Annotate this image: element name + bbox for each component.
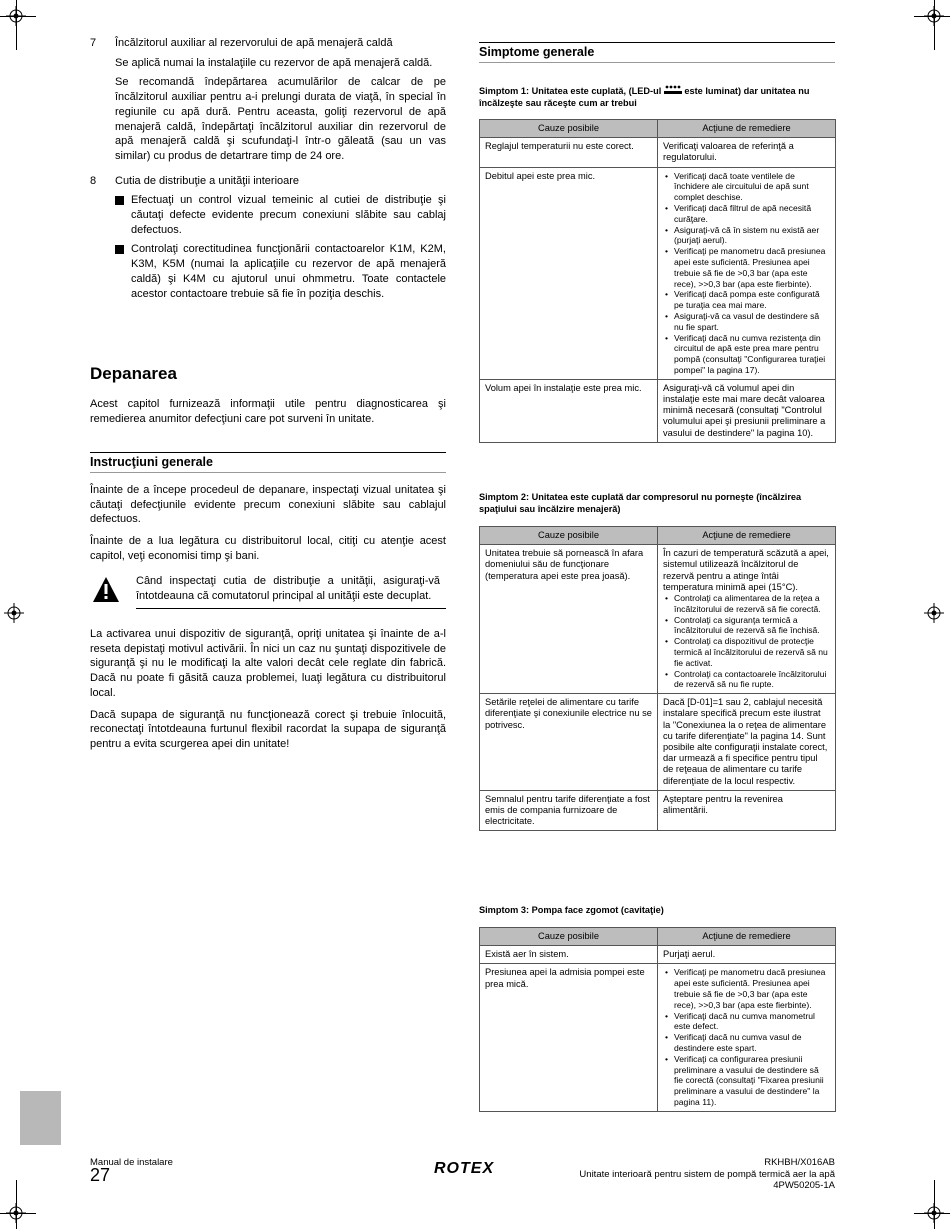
list-item: • Verificaţi dacă pompa este configurată pe turaţia cea mai mare.	[674, 289, 830, 311]
symptom-2-table	[479, 526, 836, 831]
page-number: 27	[90, 1165, 111, 1185]
registration-mark-icon	[924, 6, 944, 26]
item-paragraph: Se aplică numai la instalaţiile cu rezervor de apă menajeră caldă.	[115, 56, 433, 69]
table-row: Volum apei în instalaţie este prea mic. Asiguraţi-vă că volumul apei din instalaţie este mai mare decât valoarea minimă necesară (consultaţi "Controlul volumului apei şi presiunii preliminare a vasului de destindere" la pagina 10).	[480, 379, 836, 442]
section-heading: Instrucţiuni generale	[90, 452, 446, 473]
table-row: Presiunea apei la admisia pompei este prea mică. • Verificaţi pe manometru dacă presiunea apei este suficientă. Presiunea apei trebuie să fie de >0,3 bar (apa este rece), >>0,3 bar (apa este fierbinte). • Verificaţi dacă nu cumva manometrul este defect. • Verificaţi dacă nu cumva vasul de destindere este spart. • Verificaţi ca configurarea presiunii preliminare a vasului de destindere să fie corectă (consultaţi "Fixarea presiunii preliminare a vasului de destindere" la pagina 11).	[480, 964, 836, 1111]
list-item: • Asiguraţi-vă că în sistem nu există aer (purjaţi aerul).	[674, 225, 830, 247]
registration-mark-icon	[924, 1203, 944, 1223]
list-item	[90, 36, 446, 169]
list-item: • Verificaţi dacă nu cumva manometrul este defect.	[674, 1011, 830, 1033]
column-header: Acţiune de remediere	[658, 527, 836, 545]
bullet-item: Controlaţi corectitudinea funcţionării contactoarelor K1M, K2M, K3M, K5M (numai la aplicaţiile cu rezervor de apă menajeră caldă) şi K4M cu ajutorul unui ohmmetru. Toate contactele acestor contactoare trebuie să fie în poziţia deschis.	[115, 242, 446, 301]
item-paragraph: Se recomandă îndepărtarea acumulărilor de calcar de pe încălzitorul auxiliar pentru a-i prelungi durata de viaţă, în special în regiunile cu apă dură. Pentru aceasta, goliţi rezervorul de apă menajeră caldă, îndepărtaţi încălzitorul auxiliar din rezervorul de apă menajeră caldă şi scufundaţi-l într-o găleată (sau un vas similar) cu produs de detartrare timp de 24 ore.	[115, 76, 446, 162]
chapter-intro: Acest capitol furnizează informaţii utile pentru diagnosticarea şi remedierea anumitor defecţiuni care pot surveni în unitate.	[90, 398, 446, 425]
square-bullet-icon	[115, 245, 124, 254]
symptom-3-table	[479, 927, 836, 1112]
list-item: • Verificaţi dacă toate ventilele de închidere ale circuitului de apă sunt complet deschise.	[674, 171, 830, 203]
table-row: Reglajul temperaturii nu este corect. Verificaţi valoarea de referinţă a regulatorului.	[480, 138, 836, 167]
bullet-item: Efectuaţi un control vizual temeinic al cutiei de distribuţie şi căutaţi defecte evidente precum conexiuni slăbite sau cablaj defectuos.	[115, 193, 446, 237]
column-header: Cauze posibile	[480, 120, 658, 138]
list-item: • Verificaţi pe manometru dacă presiunea apei este suficientă. Presiunea apei trebuie să fie de >0,3 bar (apa este rece), >>0,3 bar (apa este fierbinte).	[674, 246, 830, 289]
footer-product-info	[579, 1157, 835, 1192]
list-item: • Verificaţi ca configurarea presiunii preliminare a vasului de destindere să fie corectă (consultaţi "Fixarea presiunii preliminare a vasului de destindere" la pagina 11).	[674, 1054, 830, 1108]
list-item: • Verificaţi dacă nu cumva vasul de destindere este spart.	[674, 1032, 830, 1054]
brand-logo: ROTEX	[434, 1160, 495, 1177]
chapter-title: Depanarea	[90, 364, 177, 383]
list-item: • Controlaţi ca siguranţa termică a încălzitorului de rezervă să fie închisă.	[674, 615, 830, 637]
list-item: • Controlaţi ca alimentarea de la reţea a încălzitorului de rezervă să fie corectă.	[674, 593, 830, 615]
list-item: • Asiguraţi-vă ca vasul de destindere să nu fie spart.	[674, 311, 830, 333]
page-edge-tab	[20, 1091, 61, 1145]
section-body: Înainte de a începe procedeul de depanare, inspectaţi vizual unitatea şi căutaţi defecţiunile evidente precum conexiuni slăbite sau cablajul defectuos. Înainte de a lua legătura cu distribuitorul local, citiţi cu atenţie acest capitol, veţi economisi timp şi bani.	[90, 484, 446, 562]
list-item: • Verificaţi dacă nu cumva rezistenţa din circuitul de apă este prea mare pentru pompă (consultaţi "Configurarea turaţiei pompei" la pagina 17).	[674, 333, 830, 376]
symptom-1-title: Simptom 1: Unitatea este cuplată, (LED-ul este luminat) dar unitatea nu încălzeşte sau răceşte cum ar trebui	[479, 86, 810, 108]
registration-mark-icon	[6, 6, 26, 26]
led-icon	[664, 85, 682, 94]
registration-mark-icon	[6, 1203, 26, 1223]
registration-mark-icon	[924, 603, 944, 623]
list-item: • Verificaţi dacă filtrul de apă necesită curăţare.	[674, 203, 830, 225]
table-row: Există aer în sistem. Purjaţi aerul.	[480, 946, 836, 964]
item-number: 8	[90, 174, 97, 187]
warning-text: Când inspectaţi cutia de distribuţie a unităţii, asiguraţi-vă întotdeauna că comutatorul principal al unităţii este decuplat.	[136, 574, 446, 609]
symptom-1-table	[479, 119, 836, 443]
square-bullet-icon	[115, 196, 124, 205]
table-row: Setările reţelei de alimentare cu tarife diferenţiate şi conexiunile electrice nu se potrivesc. Dacă [D-01]=1 sau 2, cablajul necesită instalare specifică precum este ilustrat la "Conexiunea la o reţea de alimentare cu tarife diferenţiate" la pagina 14. Sunt posibile alte configuraţii instalate corect, dar urmează a fi specifice pentru tipul de reţeaua de alimentare cu tarife diferenţiate de la locul respectiv.	[480, 694, 836, 791]
document-code: 4PW50205-1A	[773, 1180, 835, 1191]
after-warning-text: La activarea unui dispozitiv de siguranţă, opriţi unitatea şi înainte de a-l reseta depistaţi motivul activării. În nici un caz nu şuntaţi dispozitivele de siguranţă şi nu le modificaţi la alte valori decât cele reglate din fabrică. Dacă nu poate fi găsită cauza problemei, luaţi legătura cu distribuitorul local. Dacă supapa de siguranţă nu funcţionează corect şi trebuie înlocuită, reconectaţi întotdeauna furtunul flexibil racordat la supapa de siguranţă pentru a evita scurgerea apei din unitate!	[90, 628, 446, 750]
list-item	[90, 174, 446, 307]
warning-note	[90, 574, 446, 609]
list-item: • Controlaţi ca contactoarele încălzitorului de rezervă să nu fie rupte.	[674, 669, 830, 691]
product-description: Unitate interioară pentru sistem de pompă termică aer la apă	[579, 1168, 835, 1180]
item-number: 7	[90, 37, 97, 49]
warning-icon	[92, 576, 120, 604]
registration-mark-icon	[4, 603, 24, 623]
item-title: Încălzitorul auxiliar al rezervorului de apă menajeră caldă	[115, 37, 393, 49]
list-item: • Verificaţi pe manometru dacă presiunea apei este suficientă. Presiunea apei trebuie să fie de >0,3 bar (apa este rece), >>0,3 bar (apa este fierbinte).	[674, 967, 830, 1010]
footer-manual-name: Manual de instalare	[90, 1157, 173, 1168]
item-title: Cutia de distribuţie a unităţii interioare	[115, 174, 300, 187]
table-row: Debitul apei este prea mic. • Verificaţi dacă toate ventilele de închidere ale circuitului de apă sunt complet deschise. • Verificaţi dacă filtrul de apă necesită curăţare. • Asiguraţi-vă că în sistem nu există aer (purjaţi aerul). • Verificaţi pe manometru dacă presiunea apei este suficientă. Presiunea apei trebuie să fie de >0,3 bar (apa este rece), >>0,3 bar (apa este fierbinte). • Verificaţi dacă pompa este configurată pe turaţia cea mai mare. • Asiguraţi-vă ca vasul de destindere să nu fie spart. • Verificaţi dacă nu cumva rezistenţa din circuitul de apă este prea mare pentru pompă (consultaţi "Configurarea turaţiei pompei" la pagina 17).	[480, 167, 836, 379]
symptom-3-title: Simptom 3: Pompa face zgomot (cavitaţie)	[479, 905, 664, 915]
column-header: Acţiune de remediere	[658, 120, 836, 138]
table-row: Semnalul pentru tarife diferenţiate a fost emis de compania furnizoare de electricitate. Aşteptare pentru la revenirea alimentării.	[480, 790, 836, 831]
table-row: Unitatea trebuie să pornească în afara domeniului său de funcţionare (temperatura apei este prea joasă). În cazuri de temperatură scăzută a apei, sistemul utilizează încălzitorul de rezervă pentru a atinge întâi temperatura minimă apei (15°C). • Controlaţi ca alimentarea de la reţea a încălzitorului de rezervă să fie corectă. • Controlaţi ca siguranţa termică a încălzitorului de rezervă să fie închisă. • Controlaţi ca dispozitivul de protecţie termică al încălzitorului de rezervă să nu fie activat. • Controlaţi ca contactoarele încălzitorului de rezervă să nu fie rupte.	[480, 545, 836, 694]
column-header: Acţiune de remediere	[658, 928, 836, 946]
list-item: • Controlaţi ca dispozitivul de protecţie termică al încălzitorului de rezervă să nu fie activat.	[674, 636, 830, 668]
maintenance-items	[90, 36, 446, 311]
column-header: Cauze posibile	[480, 527, 658, 545]
column-header: Cauze posibile	[480, 928, 658, 946]
symptom-2-title: Simptom 2: Unitatea este cuplată dar compresorul nu porneşte (încălzirea spaţiului sau încălzire menajeră)	[479, 492, 802, 514]
section-heading: Simptome generale	[479, 42, 835, 63]
model-code: RKHBH/X016AB	[764, 1157, 835, 1168]
